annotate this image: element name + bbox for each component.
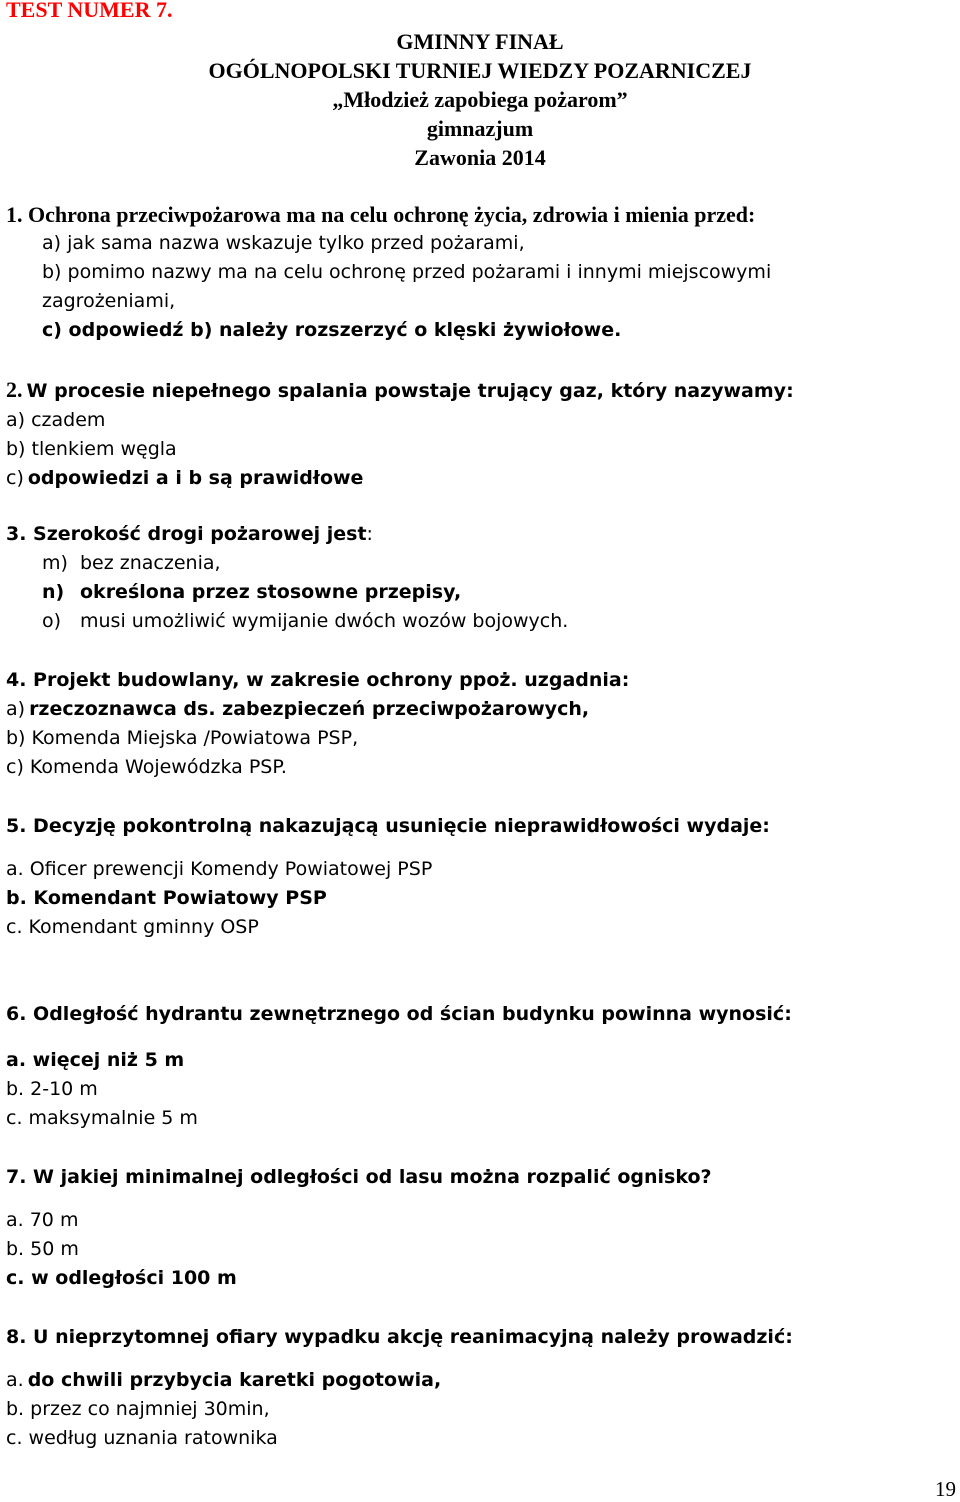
question-8-answer-a: do chwili przybycia karetki pogotowia, [27, 1369, 442, 1391]
question-3-answer-n-letter: n) [42, 581, 65, 603]
question-8 [6, 1323, 793, 1453]
document-header [0, 27, 960, 172]
question-8-text: 8. U nieprzytomnej ofiary wypadku akcję reanimacyjną należy prowadzić: [6, 1326, 793, 1348]
question-8-answer-a-letter: a. [6, 1369, 24, 1391]
question-5 [6, 812, 770, 942]
question-6 [6, 1000, 792, 1133]
question-3-answer-m: bez znaczenia, [80, 552, 221, 574]
header-line-5: Zawonia 2014 [414, 145, 546, 170]
question-1-text: 1. Ochrona przeciwpożarowa ma na celu ochronę życia, zdrowia i mienia przed: [6, 202, 756, 227]
question-3-answer-o-letter: o) [42, 610, 62, 632]
question-2-text: W procesie niepełnego spalania powstaje trujący gaz, który nazywamy: [26, 380, 794, 402]
question-2 [6, 375, 794, 493]
question-3-answer-n: określona przez stosowne przepisy, [80, 581, 462, 603]
question-7-answer-b: b. 50 m [6, 1238, 79, 1260]
question-4-answer-a: rzeczoznawca ds. zabezpieczeń przeciwpożarowych, [29, 698, 590, 720]
header-line-2: OGÓLNOPOLSKI TURNIEJ WIEDZY POZARNICZEJ [208, 58, 752, 83]
question-8-answer-b: b. przez co najmniej 30min, [6, 1398, 270, 1420]
question-7-answer-c: c. w odległości 100 m [6, 1267, 237, 1289]
question-3-answer-o: musi umożliwić wymijanie dwóch wozów bojowych. [80, 610, 569, 632]
question-1 [6, 200, 771, 345]
question-2-answer-b: b) tlenkiem węgla [6, 438, 177, 460]
question-5-answer-b: b. Komendant Powiatowy PSP [6, 887, 327, 909]
question-5-answer-c: c. Komendant gminny OSP [6, 916, 259, 938]
question-4-text: 4. Projekt budowlany, w zakresie ochrony ppoż. uzgadnia: [6, 669, 630, 691]
question-5-text: 5. Decyzję pokontrolną nakazującą usunięcie nieprawidłowości wydaje: [6, 815, 770, 837]
question-2-answer-a: a) czadem [6, 409, 106, 431]
question-7 [6, 1163, 712, 1293]
question-7-text: 7. W jakiej minimalnej odległości od lasu można rozpalić ognisko? [6, 1166, 712, 1188]
question-1-answer-b: b) pomimo nazwy ma na celu ochronę przed pożarami i innymi miejscowymi [42, 261, 772, 283]
question-4-answer-b: b) Komenda Miejska /Powiatowa PSP, [6, 727, 359, 749]
question-6-answer-c: c. maksymalnie 5 m [6, 1107, 198, 1129]
header-line-4: gimnazjum [426, 116, 534, 141]
question-8-answer-c: c. według uznania ratownika [6, 1427, 278, 1449]
page-number: 19 [935, 1477, 956, 1501]
test-number-label: TEST NUMER 7. [6, 0, 173, 22]
question-4-answer-a-letter: a) [6, 698, 26, 720]
question-5-answer-a: a. Oficer prewencji Komendy Powiatowej PSP [6, 858, 433, 880]
question-2-answer-c-letter: c) [6, 467, 24, 489]
question-3 [6, 520, 568, 636]
question-4 [6, 666, 629, 782]
header-line-3: „Młodzież zapobiega pożarom” [332, 87, 628, 112]
question-2-answer-c: odpowiedzi a i b są prawidłowe [27, 467, 364, 489]
question-7-answer-a: a. 70 m [6, 1209, 79, 1231]
question-1-answer-c: c) odpowiedź b) należy rozszerzyć o klęski żywiołowe. [42, 319, 622, 341]
question-3-colon: : [366, 523, 373, 545]
question-6-answer-b: b. 2-10 m [6, 1078, 98, 1100]
question-6-answer-a: a. więcej niż 5 m [6, 1049, 185, 1071]
question-6-text: 6. Odległość hydrantu zewnętrznego od ścian budynku powinna wynosić: [6, 1003, 792, 1025]
question-4-answer-c: c) Komenda Wojewódzka PSP. [6, 756, 287, 778]
question-1-answer-b-cont: zagrożeniami, [42, 290, 176, 312]
question-3-answer-m-letter: m) [42, 552, 68, 574]
question-2-number: 2. [6, 377, 23, 402]
question-3-text: 3. Szerokość drogi pożarowej jest [6, 523, 367, 545]
question-1-answer-a: a) jak sama nazwa wskazuje tylko przed pożarami, [42, 232, 525, 254]
header-line-1: GMINNY FINAŁ [396, 29, 564, 54]
